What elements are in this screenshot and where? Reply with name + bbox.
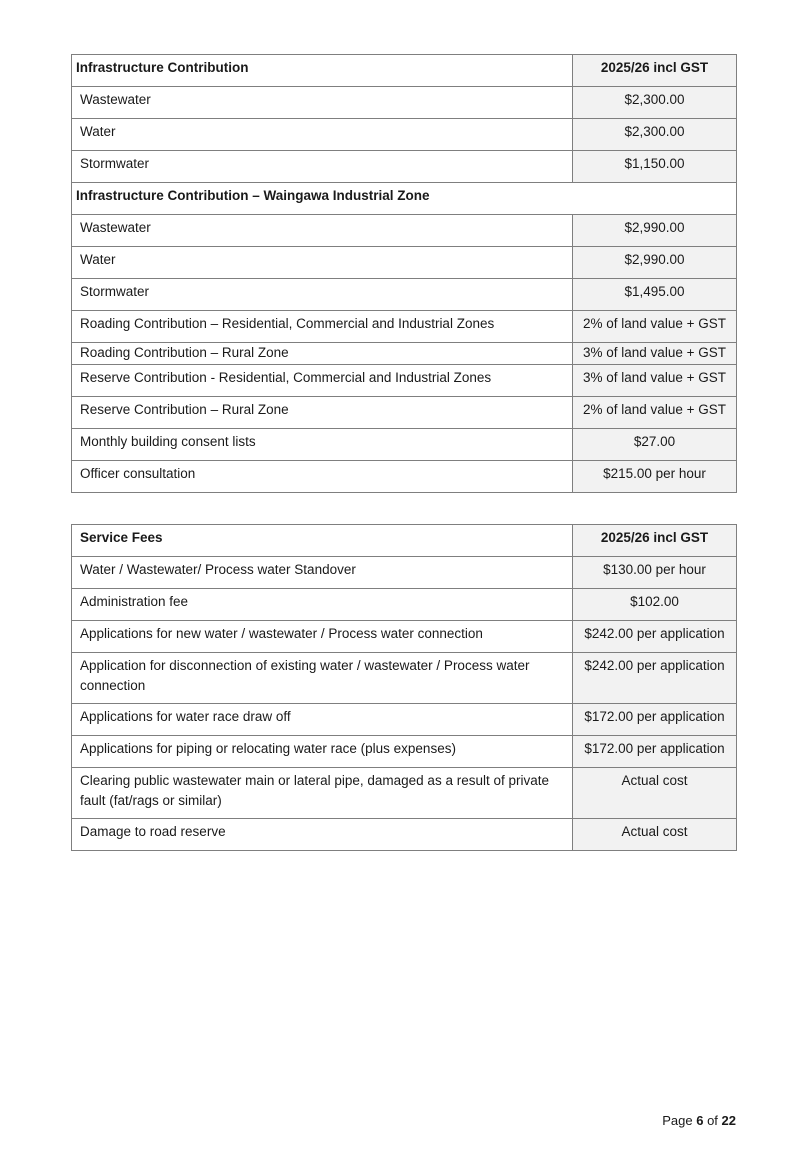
table-row [72,311,737,343]
fee-amount: Actual cost [573,768,737,819]
table-header-row [72,525,737,557]
fee-amount: $2,990.00 [573,215,737,247]
fee-amount: 2% of land value + GST [573,311,737,343]
page-word: Page [662,1113,693,1128]
fee-label: Roading Contribution – Rural Zone [72,343,573,365]
fee-label: Administration fee [72,589,573,621]
fee-amount: $27.00 [573,429,737,461]
table-row [72,621,737,653]
table-row [72,736,737,768]
table-row [72,589,737,621]
table-row [72,151,737,183]
fee-label: Roading Contribution – Residential, Commercial and Industrial Zones [72,311,573,343]
table-row [72,247,737,279]
section-subheader: Infrastructure Contribution – Waingawa Industrial Zone [72,183,737,215]
table-row [72,429,737,461]
fee-amount: $102.00 [573,589,737,621]
fee-amount: 2% of land value + GST [573,397,737,429]
fee-label: Wastewater [72,215,573,247]
fee-amount: $172.00 per application [573,736,737,768]
fee-amount: $215.00 per hour [573,461,737,493]
fee-amount: Actual cost [573,819,737,851]
fee-label: Officer consultation [72,461,573,493]
fee-label: Applications for new water / wastewater / Process water connection [72,621,573,653]
fee-label: Applications for piping or relocating water race (plus expenses) [72,736,573,768]
fee-label: Application for disconnection of existing water / wastewater / Process water connection [72,653,573,704]
fee-amount: $242.00 per application [573,621,737,653]
table-row [72,87,737,119]
header-label: Infrastructure Contribution [72,55,573,87]
fee-label: Monthly building consent lists [72,429,573,461]
fee-amount: $1,495.00 [573,279,737,311]
fee-amount: $2,300.00 [573,87,737,119]
header-amount: 2025/26 incl GST [573,525,737,557]
of-word: of [707,1113,718,1128]
fee-amount: $130.00 per hour [573,557,737,589]
fee-label: Water [72,247,573,279]
table-row [72,768,737,819]
fee-label: Water [72,119,573,151]
fee-amount: 3% of land value + GST [573,343,737,365]
table-header-row [72,55,737,87]
fee-amount: $2,300.00 [573,119,737,151]
fee-label: Wastewater [72,87,573,119]
table-row [72,397,737,429]
infrastructure-contribution-table [71,54,737,493]
table-row [72,119,737,151]
table-row [72,215,737,247]
fee-label: Water / Wastewater/ Process water Standover [72,557,573,589]
table-row [72,461,737,493]
header-amount: 2025/26 incl GST [573,55,737,87]
table-row [72,557,737,589]
table-row [72,365,737,397]
fee-label: Reserve Contribution – Rural Zone [72,397,573,429]
section-subheader-row [72,183,737,215]
fee-amount: $172.00 per application [573,704,737,736]
fee-label: Reserve Contribution - Residential, Commercial and Industrial Zones [72,365,573,397]
fee-label: Applications for water race draw off [72,704,573,736]
table-row [72,653,737,704]
fee-amount: $2,990.00 [573,247,737,279]
total-pages: 22 [721,1113,736,1128]
page-number-footer [662,1113,736,1128]
header-label: Service Fees [72,525,573,557]
fee-amount: $1,150.00 [573,151,737,183]
fee-amount: $242.00 per application [573,653,737,704]
table-row [72,819,737,851]
fee-label: Stormwater [72,151,573,183]
table-row [72,279,737,311]
fee-label: Clearing public wastewater main or lateral pipe, damaged as a result of private fault (fat/rags or similar) [72,768,573,819]
table-row [72,343,737,365]
table-row [72,704,737,736]
fee-label: Stormwater [72,279,573,311]
fee-amount: 3% of land value + GST [573,365,737,397]
service-fees-table [71,524,737,851]
fee-label: Damage to road reserve [72,819,573,851]
current-page-number: 6 [696,1113,704,1128]
